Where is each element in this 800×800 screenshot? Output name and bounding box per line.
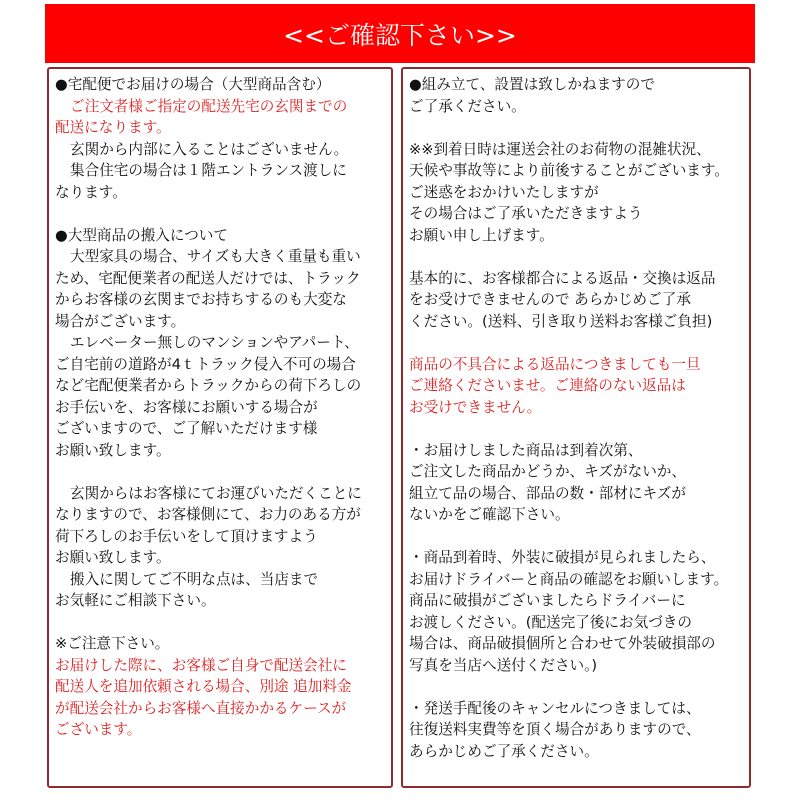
notice-line: ・お届けしました商品は到着次第、	[409, 441, 643, 459]
notice-line: 基本的に、お客様都合による返品・交換は返品	[409, 269, 716, 287]
section-spacer	[409, 526, 749, 548]
notice-line: 大型家具の場合、サイズも大きく重量も重い	[70, 248, 361, 265]
notice-line: ※ご注意下さい。	[55, 635, 170, 652]
right-box-section	[409, 440, 749, 526]
section-spacer	[55, 203, 391, 225]
notice-line: 荷下ろしのお手伝いをして頂けますよう	[55, 527, 318, 545]
notice-line: 場合がございます。	[55, 312, 186, 330]
header-title: <<ご確認下さい>>	[283, 20, 517, 50]
notice-line-highlighted: ご注文者様ご指定の配送先宅の玄関までの	[70, 97, 348, 115]
right-box-section	[409, 74, 749, 117]
notice-line-highlighted: 商品の不具合による返品につきましても一旦	[409, 355, 701, 373]
section-spacer	[409, 117, 749, 139]
notice-line: 往復送料実費等を頂く場合がありますので、	[409, 721, 701, 738]
notice-line: エレベーター無しのマンションやアパート、	[70, 334, 359, 351]
notice-line: 写真を当店へ送付ください。)	[409, 656, 598, 674]
notice-line: なりますので、お客様側にて、お力のある方が	[55, 506, 361, 523]
notice-line-highlighted: お受けできません。	[409, 398, 542, 416]
section-spacer	[409, 332, 749, 354]
left-box-section	[55, 225, 391, 462]
notice-header-banner	[45, 4, 755, 63]
right-box-section	[409, 698, 749, 763]
notice-line: ご自宅前の道路が4ｔトラック侵入不可の場合	[55, 355, 356, 373]
notice-line: お届けドライバーと商品の確認をお願いします。	[409, 570, 729, 588]
notice-line: ●宅配便でお届けの場合（大型商品含む）	[55, 76, 331, 93]
section-spacer	[409, 246, 749, 268]
right-box-section	[409, 547, 749, 676]
notice-line: ●組み立て、設置は致しかねますので	[409, 76, 655, 93]
notice-line: ・商品到着時、外装に破損が見られましたら、	[409, 549, 716, 566]
notice-line: ないかをご確認下さい。	[409, 506, 570, 523]
notice-line: あらかじめご了承ください。	[409, 742, 599, 760]
notice-line: など宅配便業者からトラックからの荷下ろしの	[55, 377, 362, 394]
notice-line: 天候や事故等により前後することがございます。	[409, 162, 729, 179]
notice-line: からお客様の玄関までお持ちするのも大変な	[55, 291, 347, 308]
notice-line: ございますので、ご了解いただけます様	[55, 420, 318, 437]
left-box-section	[55, 74, 391, 203]
left-box-section	[55, 633, 391, 741]
notice-line: ください。(送料、引き取り送料お客様ご負担)	[409, 312, 713, 330]
notice-line: ご迷惑をおかけいたしますが	[409, 183, 599, 201]
notice-line-highlighted: 配送人を追加依頼される場合、別途 追加料金	[55, 678, 352, 695]
notice-line-highlighted: ございます。	[55, 721, 142, 738]
notice-line: ため、宅配便業者の配送人だけでは、トラック	[55, 269, 361, 287]
notice-line: 組立て品の場合、部品の数・部材にキズが	[409, 484, 686, 502]
section-spacer	[55, 612, 391, 634]
notice-line: ※※到着日時は運送会社のお荷物の混雑状況、	[409, 140, 711, 158]
notice-line: ご了承ください。	[409, 97, 526, 115]
notice-line: その場合はご了承いただきますよう	[409, 205, 643, 222]
notice-line: 玄関からはお客様にてお運びいただくことに	[70, 484, 362, 502]
notice-line: 搬入に関してご不明な点は、当店まで	[70, 570, 319, 588]
notice-line: 場合は、商品破損個所と合わせて外装破損部の	[409, 635, 716, 652]
notice-line-highlighted: が配送会社からお客様へ直接かかるケースが	[55, 699, 347, 717]
notice-line-highlighted: お届けした際に、お客様ご自身で配送会社に	[55, 656, 347, 674]
section-spacer	[409, 418, 749, 440]
section-spacer	[55, 461, 391, 483]
notice-line: お願い致します。	[55, 441, 171, 459]
notice-line: 玄関から内部に入ることはございません。	[70, 140, 349, 158]
notice-line-highlighted: 配送になります。	[55, 119, 171, 136]
notice-line: お気軽にご相談下さい。	[55, 592, 216, 609]
left-box-section	[55, 483, 391, 612]
right-box-section	[409, 354, 749, 419]
notice-line: お願い申し上げます。	[409, 226, 554, 244]
notice-line: 集合住宅の場合は１階エントランス渡しに	[70, 162, 347, 179]
right-box-section	[409, 139, 749, 247]
delivery-info-panel	[47, 67, 393, 788]
notice-line: お渡しください。(配送完了後にお気づきの	[409, 613, 692, 631]
right-box-section	[409, 268, 749, 333]
notice-line: お手伝いを、お客様にお願いする場合が	[55, 398, 318, 416]
section-spacer	[409, 676, 749, 698]
notice-line: なります。	[55, 183, 127, 201]
notice-line: ご注文した商品かどうか、キズがないか、	[409, 463, 686, 480]
notice-line: ・発送手配後のキャンセルにつきましては、	[409, 699, 701, 717]
notice-line: お願い致します。	[55, 549, 171, 566]
returns-info-panel	[401, 67, 751, 788]
notice-line: ●大型商品の搬入について	[55, 226, 228, 244]
notice-line: 商品に破損がございましたらドライバーに	[409, 592, 686, 609]
notice-line-highlighted: ご連絡くださいませ。ご連絡のない返品は	[409, 377, 686, 394]
notice-line: をお受けできませんので あらかじめご了承	[409, 291, 691, 308]
